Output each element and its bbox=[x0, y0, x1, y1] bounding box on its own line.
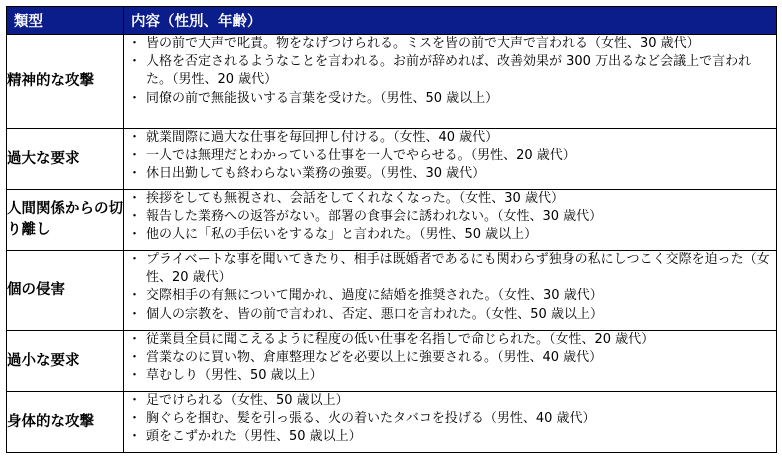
header-type: 類型 bbox=[7, 7, 124, 35]
harassment-types-table bbox=[6, 6, 777, 453]
bullet: ・ bbox=[128, 209, 142, 225]
list-item bbox=[124, 428, 776, 446]
content-cell bbox=[124, 35, 777, 129]
list-item bbox=[124, 129, 776, 147]
item-text: 休日出勤しても終わらない業務の強要。（男性、30 歳代） bbox=[146, 166, 486, 182]
item-text: 他の人に「私の手伝いをするな」と言われた。（男性、50 歳以上） bbox=[146, 227, 538, 243]
bullet: ・ bbox=[128, 90, 142, 106]
item-text: 胸ぐらを掴む、髪を引っ張る、火の着いたタバコを投げる（男性、40 歳代） bbox=[146, 411, 596, 427]
list-item bbox=[124, 331, 776, 349]
item-list bbox=[124, 392, 776, 447]
list-item bbox=[124, 35, 776, 53]
table-row bbox=[7, 190, 777, 251]
list-item bbox=[124, 226, 776, 244]
list-item bbox=[124, 287, 776, 305]
bullet: ・ bbox=[128, 54, 142, 70]
bullet: ・ bbox=[128, 36, 142, 51]
item-text: 皆の前で大声で叱責。物をなげつけられる。ミスを皆の前で大声で言われる（女性、30 歳代） bbox=[146, 36, 700, 51]
list-item bbox=[124, 165, 776, 183]
item-text: 報告した業務への返答がない。部署の食事会に誘われない。（女性、30 歳代） bbox=[146, 209, 603, 225]
item-text: 草むしり（男性、50 歳以上） bbox=[146, 368, 323, 384]
bullet: ・ bbox=[128, 148, 142, 164]
bullet: ・ bbox=[128, 227, 142, 243]
item-text: 同僚の前で無能扱いする言葉を受けた。（男性、50 歳以上） bbox=[146, 90, 499, 106]
item-text: プライベートな事を聞いてきたり、相手は既婚者であるにも関わらず独身の私にしつこく交際を迫った（女性、20 歳代） bbox=[146, 252, 770, 286]
item-text: 人格を否定されるようなことを言われる。お前が辞めれば、改善効果が 300 万出るなど会議上で言われた。（男性、20 歳代） bbox=[146, 54, 752, 88]
bullet: ・ bbox=[128, 252, 142, 267]
item-text: 交際相手の有無について聞かれ、過度に結婚を推奨された。（女性、30 歳代） bbox=[146, 288, 603, 304]
table-row bbox=[7, 35, 777, 129]
content-cell bbox=[124, 392, 777, 453]
item-text: 従業員全員に聞こえるように程度の低い仕事を名指しで命じられた。（女性、20 歳代） bbox=[146, 332, 655, 347]
bullet: ・ bbox=[128, 166, 142, 182]
list-item bbox=[124, 392, 776, 410]
list-item bbox=[124, 208, 776, 226]
content-cell bbox=[124, 129, 777, 190]
table-row bbox=[7, 392, 777, 453]
list-item bbox=[124, 251, 776, 287]
list-item bbox=[124, 410, 776, 428]
list-item bbox=[124, 367, 776, 385]
list-item bbox=[124, 90, 776, 108]
item-list bbox=[124, 190, 776, 245]
bullet: ・ bbox=[128, 393, 142, 408]
bullet: ・ bbox=[128, 130, 142, 145]
item-text: 一人では無理だとわかっている仕事を一人でやらせる。（男性、20 歳代） bbox=[146, 148, 576, 164]
list-item bbox=[124, 147, 776, 165]
bullet: ・ bbox=[128, 191, 142, 206]
table-header-row bbox=[7, 7, 777, 35]
type-cell: 個の侵害 bbox=[7, 251, 124, 331]
bullet: ・ bbox=[128, 306, 142, 322]
item-list bbox=[124, 331, 776, 386]
item-text: 個人の宗教を、皆の前で言われ、否定、悪口を言われた。（女性、50 歳以上） bbox=[146, 306, 603, 322]
bullet: ・ bbox=[128, 411, 142, 427]
content-cell bbox=[124, 331, 777, 392]
header-content: 内容（性別、年齢） bbox=[124, 7, 777, 35]
type-cell: 身体的な攻撃 bbox=[7, 392, 124, 453]
bullet: ・ bbox=[128, 332, 142, 347]
list-item bbox=[124, 53, 776, 89]
bullet: ・ bbox=[128, 288, 142, 304]
type-cell: 人間関係からの切り離し bbox=[7, 190, 124, 251]
item-text: 頭をこずかれた（男性、50 歳以上） bbox=[146, 429, 362, 445]
item-text: 就業間際に過大な仕事を毎回押し付ける。（女性、40 歳代） bbox=[146, 130, 499, 145]
list-item bbox=[124, 190, 776, 208]
item-text: 挨拶をしても無視され、会話をしてくれなくなった。（女性、30 歳代） bbox=[146, 191, 564, 206]
bullet: ・ bbox=[128, 350, 142, 366]
bullet: ・ bbox=[128, 368, 142, 384]
item-text: 営業なのに買い物、倉庫整理などを必要以上に強要される。（男性、40 歳代） bbox=[146, 350, 603, 366]
item-text: 足でけられる（女性、50 歳以上） bbox=[146, 393, 349, 408]
type-cell: 精神的な攻撃 bbox=[7, 35, 124, 129]
content-cell bbox=[124, 190, 777, 251]
table-row bbox=[7, 251, 777, 331]
bullet: ・ bbox=[128, 429, 142, 445]
table-row bbox=[7, 129, 777, 190]
content-cell bbox=[124, 251, 777, 331]
item-list bbox=[124, 251, 776, 324]
item-list bbox=[124, 129, 776, 184]
table-row bbox=[7, 331, 777, 392]
type-cell: 過小な要求 bbox=[7, 331, 124, 392]
item-list bbox=[124, 35, 776, 108]
list-item bbox=[124, 306, 776, 324]
type-cell: 過大な要求 bbox=[7, 129, 124, 190]
list-item bbox=[124, 349, 776, 367]
